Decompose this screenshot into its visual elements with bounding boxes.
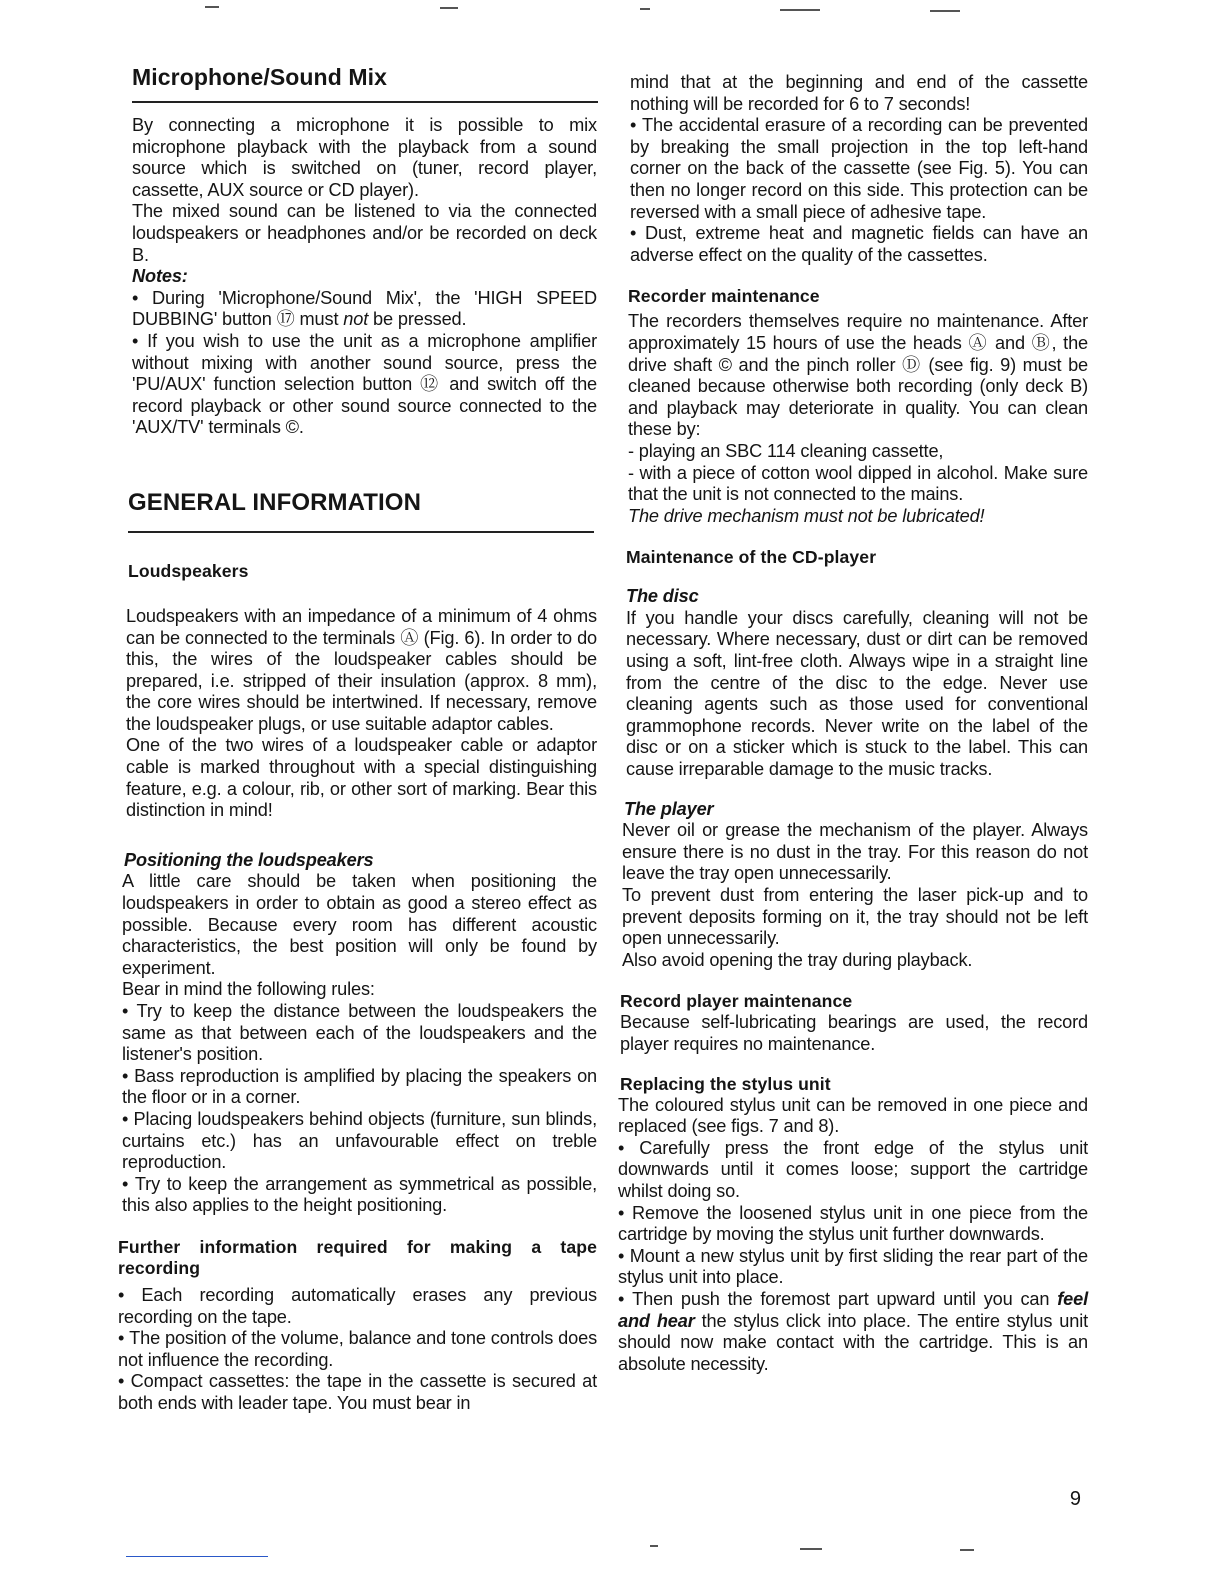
section-title-microphone: Microphone/Sound Mix bbox=[132, 64, 387, 90]
paragraph: The coloured stylus unit can be removed in one piece and replaced (see figs. 7 and 8). bbox=[618, 1094, 1088, 1137]
subheading-further-information: Further information required for making a tape recording bbox=[118, 1236, 597, 1278]
warning-text: The drive mechanism must not be lubricated! bbox=[628, 505, 985, 526]
subheading-recorder-maintenance: Recorder maintenance bbox=[628, 286, 820, 307]
subheading-positioning: Positioning the loudspeakers bbox=[124, 849, 374, 870]
footer-rule bbox=[126, 1556, 268, 1557]
bullet-item: • If you wish to use the unit as a microphone amplifier without mixing with another sound source, press the 'PU/AUX' function selection button ⑫ and switch off the record playback or other sound source connected to the 'AUX/TV' terminals ©. bbox=[132, 331, 597, 439]
paragraph: Loudspeakers with an impedance of a minimum of 4 ohms can be connected to the terminals Ⓐ (Fig. 6). In order to do this, the wires of the loudspeaker cables should be prepared, i.e. stripped of their insulation (approx. 8 mm), the core wires should be intertwined. If necessary, remove the loudspeaker plugs, or use suitable adaptor cables. bbox=[126, 605, 597, 734]
paragraph: If you handle your discs carefully, cleaning will not be necessary. Where necessary, dust or dirt can be removed using a soft, lint-free cloth. Always wipe in a straight line from the centre of the disc to the edge. Never use cleaning agents such as those used for conventional grammophone records. Never write on the label of the disc or on a sticker which is stuck to the label. This can cause irreparable damage to the music tracks. bbox=[626, 607, 1088, 780]
paragraph: Never oil or grease the mechanism of the player. Always ensure there is no dust in the tray. For this reason do not leave the tray open unnecessarily. bbox=[622, 820, 1088, 884]
paragraph: mind that at the beginning and end of the cassette nothing will be recorded for 6 to 7 seconds! bbox=[630, 72, 1088, 114]
bullet-item: • Dust, extreme heat and magnetic fields can have an adverse effect on the quality of the cassettes. bbox=[630, 223, 1088, 266]
paragraph: One of the two wires of a loudspeaker cable or adaptor cable is marked throughout with a special distinguishing feature, e.g. a colour, rib, or other sort of marking. Bear this distinction in mind! bbox=[126, 735, 597, 821]
scan-speck bbox=[780, 9, 820, 11]
bullet-item: • Each recording automatically erases any previous recording on the tape. bbox=[118, 1285, 597, 1328]
scan-speck bbox=[640, 8, 650, 10]
subheading-the-disc: The disc bbox=[626, 586, 699, 607]
scan-speck bbox=[800, 1548, 822, 1550]
notes-label: Notes: bbox=[132, 266, 188, 287]
page-number: 9 bbox=[1069, 1488, 1081, 1510]
subheading-cd-maintenance: Maintenance of the CD-player bbox=[626, 547, 877, 568]
paragraph: By connecting a microphone it is possible to mix microphone playback with the playback from a sound source which is switched on (tuner, record player, cassette, AUX source or CD player). bbox=[132, 115, 597, 200]
subheading-loudspeakers: Loudspeakers bbox=[128, 560, 249, 581]
paragraph: To prevent dust from entering the laser pick-up and to prevent deposits forming on it, the tray should not be left open unnecessarily. bbox=[622, 885, 1088, 949]
subheading-record-player-maintenance: Record player maintenance bbox=[620, 991, 853, 1012]
bullet-item: • Placing loudspeakers behind objects (furniture, sun blinds, curtains etc.) has an unfavourable effect on treble reproduction. bbox=[122, 1109, 597, 1174]
scan-speck bbox=[440, 7, 458, 9]
scan-speck bbox=[205, 6, 219, 8]
bullet-item: • Remove the loosened stylus unit in one piece from the cartridge by moving the stylus unit further downwards. bbox=[618, 1203, 1088, 1246]
title-rule bbox=[132, 101, 598, 103]
paragraph: The mixed sound can be listened to via the connected loudspeakers or headphones and/or be recorded on deck B. bbox=[132, 201, 597, 265]
subheading-the-player: The player bbox=[624, 798, 714, 819]
bullet-item: • Try to keep the distance between the loudspeakers the same as that between each of the loudspeakers and the listener's position. bbox=[122, 1001, 597, 1066]
scan-speck bbox=[960, 1549, 974, 1551]
bullet-item: • Try to keep the arrangement as symmetrical as possible, this also applies to the height positioning. bbox=[122, 1174, 597, 1217]
bullet-item: • The position of the volume, balance and tone controls does not influence the recording. bbox=[118, 1328, 597, 1371]
scan-speck bbox=[930, 10, 960, 12]
list-item: - with a piece of cotton wool dipped in alcohol. Make sure that the unit is not connected to the mains. bbox=[628, 462, 1088, 505]
subheading-stylus-unit: Replacing the stylus unit bbox=[620, 1073, 831, 1094]
paragraph: A little care should be taken when positioning the loudspeakers in order to obtain as good a stereo effect as possible. Because every room has different acoustic characteristics, the best position will only be found by experiment. bbox=[122, 871, 597, 978]
right-column bbox=[618, 58, 1089, 1375]
list-item: - playing an SBC 114 cleaning cassette, bbox=[628, 440, 944, 461]
left-column bbox=[118, 58, 598, 1415]
bullet-item: • Mount a new stylus unit by first sliding the rear part of the stylus unit into place. bbox=[618, 1246, 1088, 1289]
scan-speck bbox=[650, 1545, 658, 1547]
paragraph: The recorders themselves require no maintenance. After approximately 15 hours of use the heads Ⓐ and Ⓑ, the drive shaft © and the pinch roller Ⓓ (see fig. 9) must be cleaned because otherwise both recording (only deck B) and playback may deteriorate in quality. You can clean these by: bbox=[628, 311, 1088, 440]
bullet-item: • Bass reproduction is amplified by placing the speakers on the floor or in a corner. bbox=[122, 1066, 597, 1109]
title-rule bbox=[128, 531, 594, 533]
bullet-item: • The accidental erasure of a recording can be prevented by breaking the small projection in the top left-hand corner on the back of the cassette (see Fig. 5). You can then no longer record on this side. This protection can be reversed with a small piece of adhesive tape. bbox=[630, 115, 1088, 223]
bullet-item: • Compact cassettes: the tape in the cassette is secured at both ends with leader tape. You must bear in bbox=[118, 1371, 597, 1414]
paragraph: Bear in mind the following rules: bbox=[122, 979, 375, 1000]
bullet-item: • Then push the foremost part upward until you can feel and hear the stylus click into place. The entire stylus unit should now make contact with the cartridge. This is an absolute necessity. bbox=[618, 1289, 1088, 1375]
paragraph: Because self-lubricating bearings are used, the record player requires no maintenance. bbox=[620, 1012, 1088, 1054]
paragraph: Also avoid opening the tray during playback. bbox=[622, 949, 973, 970]
section-title-general: GENERAL INFORMATION bbox=[128, 488, 422, 516]
bullet-item: • Carefully press the front edge of the stylus unit downwards until it comes loose; support the cartridge whilst doing so. bbox=[618, 1138, 1088, 1203]
bullet-item: • During 'Microphone/Sound Mix', the 'HIGH SPEED DUBBING' button ⑰ must not be pressed. bbox=[132, 288, 597, 331]
